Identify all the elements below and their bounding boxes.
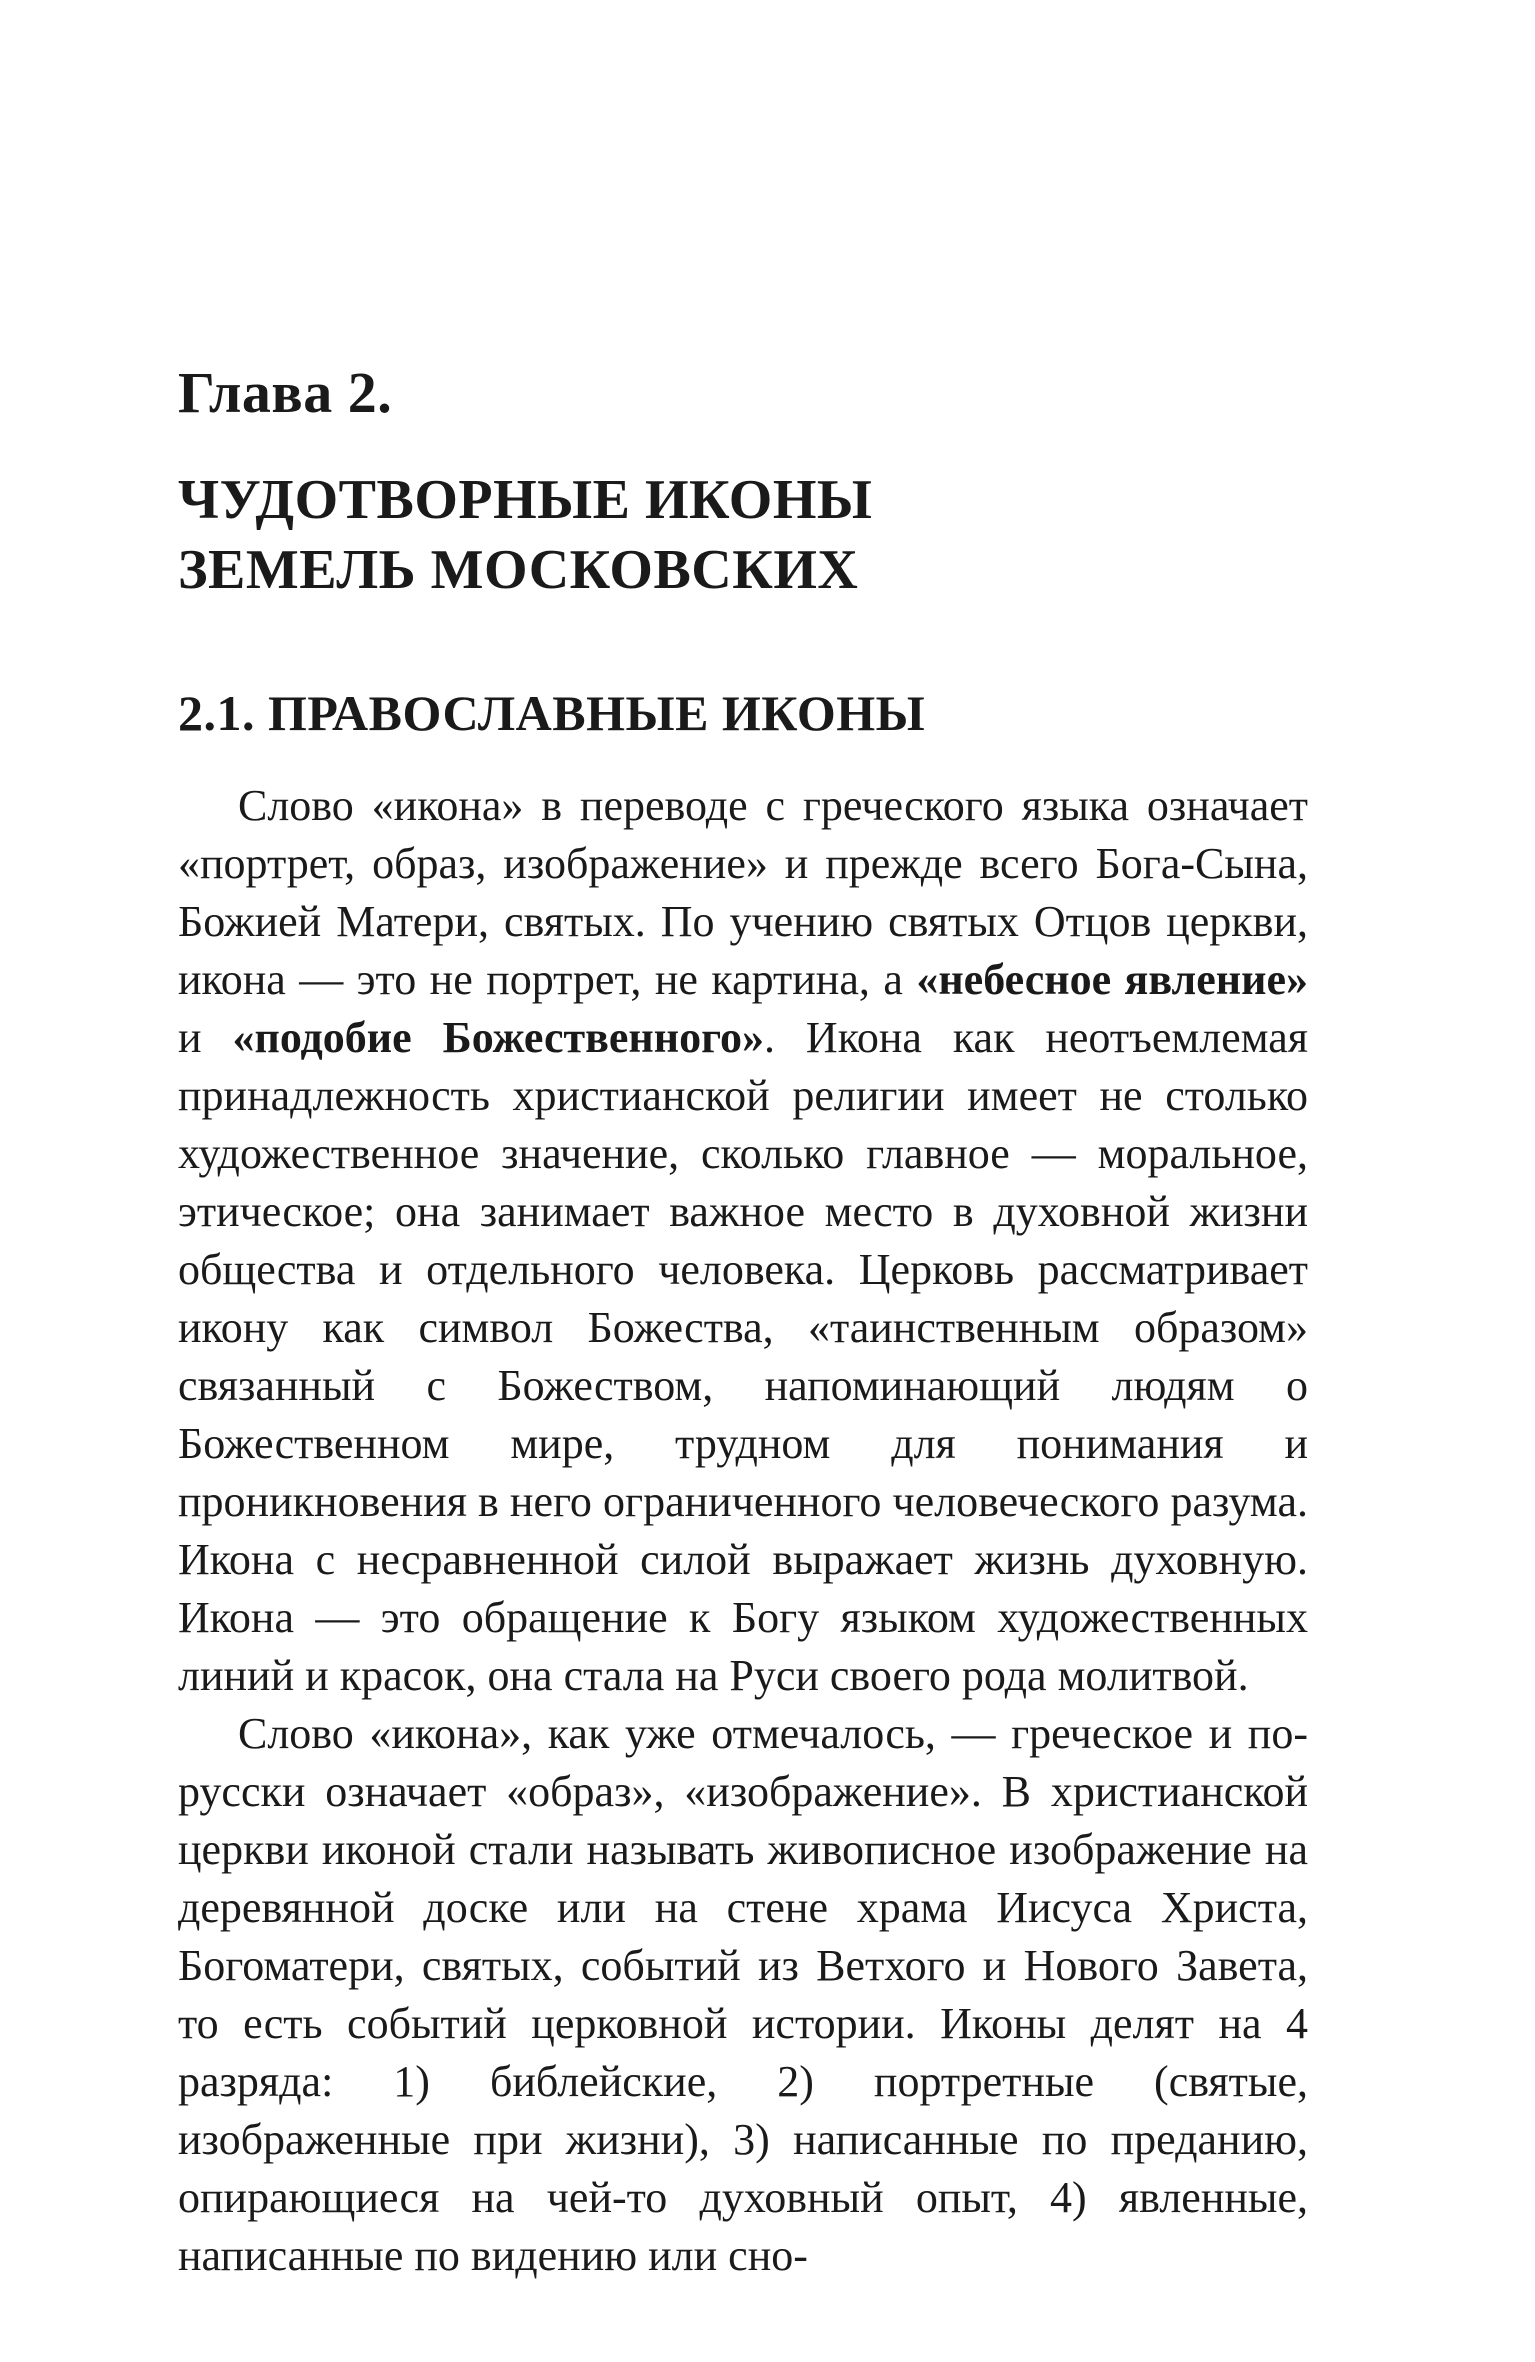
paragraph-1: [178, 777, 1308, 1705]
body-text: [178, 777, 1308, 2285]
page: [178, 360, 1308, 2285]
paragraph-2: [178, 1705, 1308, 2285]
bold-phrase-likeness-of-divine: «подобие Божественного»: [232, 1012, 765, 1062]
chapter-title: [178, 465, 1308, 605]
section-title: 2.1. ПРАВОСЛАВНЫЕ ИКОНЫ: [178, 684, 926, 741]
chapter-title-line-1: ЧУДОТВОРНЫЕ ИКОНЫ: [178, 468, 873, 531]
chapter-label: Глава 2.: [178, 360, 393, 425]
paragraph-text: Слово «икона», как уже отмечалось, — греческое и по-русски означает «образ», «изображение». В христианской церкви иконой стали называть живописное изображение на деревянной доске или на стене храма Иисуса Христа, Богоматери, святых, событий из Ветхого и Нового Завета, то есть событий церковной истории. Иконы делят на 4 разряда: 1) библейские, 2) портретные (святые, изображенные при жизни), 3) написанные по преданию, опирающиеся на чей-то духовный опыт, 4) явленные, написанные по видению или сно-: [178, 1708, 1308, 2280]
paragraph-text: и: [178, 1012, 233, 1062]
chapter-title-line-2: ЗЕМЕЛЬ МОСКОВСКИХ: [178, 538, 859, 601]
paragraph-text: Слово «икона» в переводе с греческого языка означает «портрет, образ, изображение» и прежде всего Бога-Сына, Божией Матери, святых. По учению святых Отцов церкви, икона — это не портрет, не картина, а: [178, 780, 1308, 1004]
bold-phrase-heavenly-appearance: «небесное явление»: [916, 954, 1308, 1004]
paragraph-text: . Икона как неотъемлемая принадлежность христианской религии имеет не столько художественное значение, сколько главное — моральное, этическое; она занимает важное место в духовной жизни общества и отдельного человека. Церковь рассматривает икону как символ Божества, «таинственным образом» связанный с Божеством, напоминающий людям о Божественном мире, трудном для понимания и проникновения в него ограниченного человеческого разума. Икона с несравненной силой выражает жизнь духовную. Икона — это обращение к Богу языком художественных линий и красок, она стала на Руси своего рода молитвой.: [178, 1012, 1309, 1700]
